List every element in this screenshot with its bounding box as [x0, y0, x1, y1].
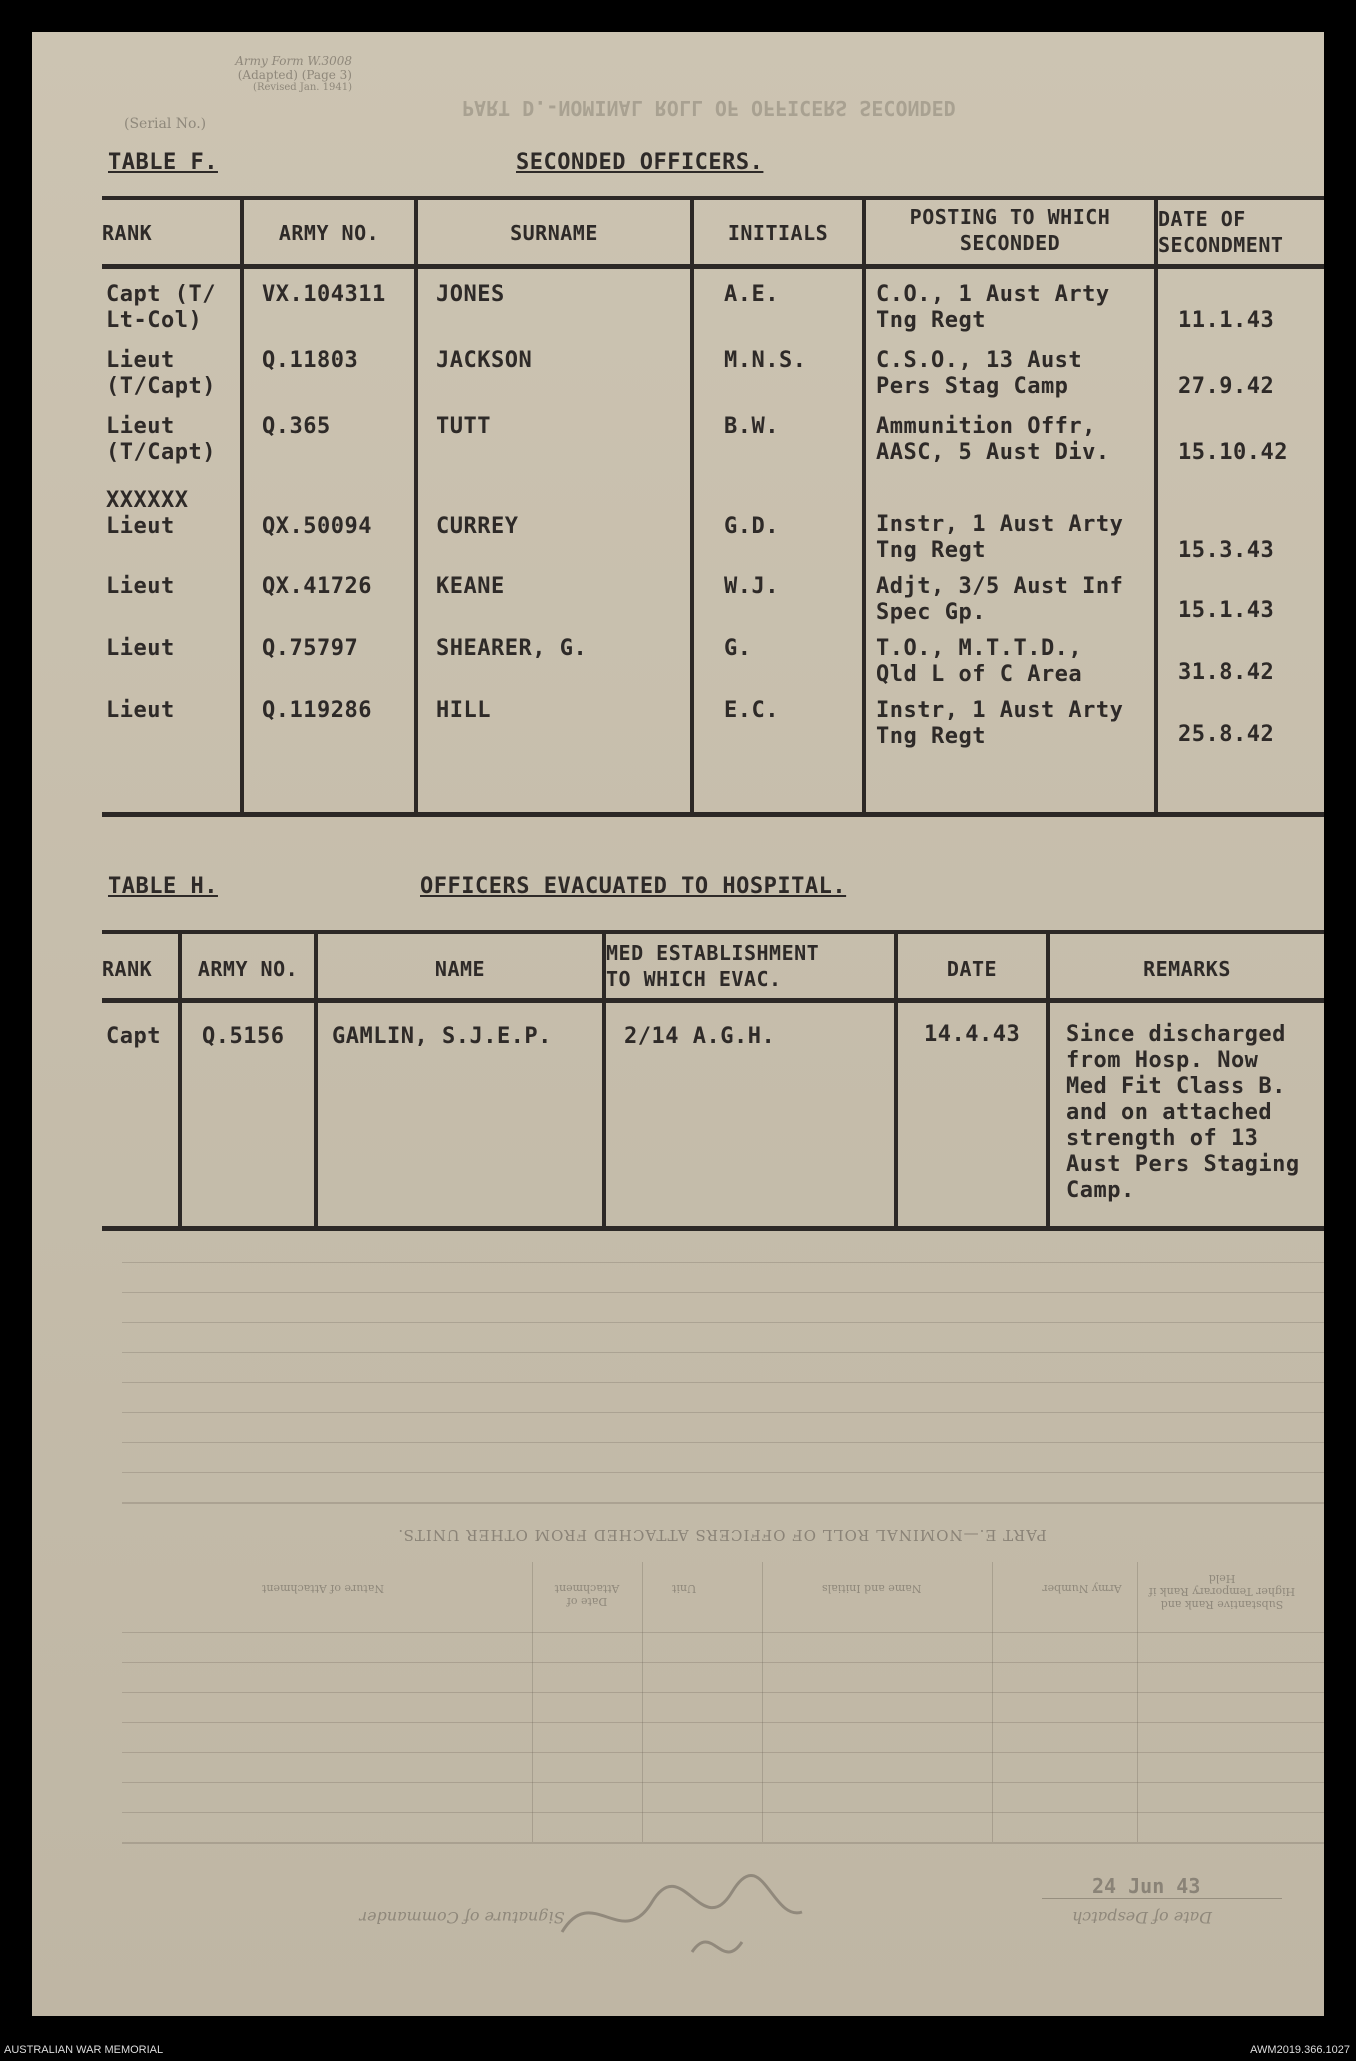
col-rank: Substantive Rank and Higher Temporary Rank if Held: [1148, 1572, 1296, 1611]
cell-med-establishment: 2/14 A.G.H.: [624, 1024, 776, 1049]
cell-posting: Ammunition Offr, AASC, 5 Aust Div.: [876, 414, 1110, 465]
cell-army-no: Q.119286: [262, 698, 372, 723]
cell-surname: CURREY: [436, 514, 519, 539]
despatch-date: 24 Jun 43: [1092, 1874, 1201, 1898]
header-initials: INITIALS: [727, 221, 829, 245]
cell-army-no: Q.365: [262, 414, 331, 439]
cell-posting: T.O., M.T.T.D., Qld L of C Area: [876, 636, 1083, 687]
cell-surname: SHEARER, G.: [436, 636, 588, 661]
col-name: Name and Initials: [822, 1582, 922, 1595]
cell-remarks: Since discharged from Hosp. Now Med Fit Class B. and on attached strength of 13 Aust Pers Staging Camp.: [1066, 1022, 1300, 1203]
header-date-of-secondment: DATE OF SECONDMENT: [1158, 207, 1284, 257]
cell-surname: TUTT: [436, 414, 491, 439]
cell-surname: HILL: [436, 698, 491, 723]
col-unit: Unit: [672, 1582, 697, 1595]
table-f-title: SECONDED OFFICERS.: [516, 150, 764, 175]
header-army-no: ARMY NO.: [197, 957, 299, 981]
col-nature: Nature of Attachment: [262, 1582, 384, 1595]
cell-date: 15.10.42: [1178, 440, 1288, 465]
document-page: [32, 32, 1324, 2016]
header-med-establishment: MED ESTABLISHMENT TO WHICH EVAC.: [606, 941, 820, 991]
cell-initials: A.E.: [724, 282, 779, 307]
table-f-label: TABLE F.: [108, 150, 218, 175]
serial-number-label: (Serial No.): [124, 116, 207, 132]
cell-posting: Instr, 1 Aust Arty Tng Regt: [876, 512, 1124, 563]
col-army-number: Army Number: [1042, 1582, 1122, 1595]
cell-posting: Instr, 1 Aust Arty Tng Regt: [876, 698, 1124, 749]
cell-name: GAMLIN, S.J.E.P.: [332, 1024, 552, 1049]
header-posting: POSTING TO WHICH SECONDED: [909, 205, 1111, 255]
cell-rank: Lieut: [106, 698, 175, 723]
cell-date: 31.8.42: [1178, 660, 1275, 685]
bleed-through-text: PART D.-NOMINAL ROLL OF OFFICERS SECONDED: [462, 96, 956, 120]
cell-surname: KEANE: [436, 574, 505, 599]
cell-army-no: QX.50094: [262, 514, 372, 539]
cell-date: 11.1.43: [1178, 308, 1275, 333]
cell-date: 15.1.43: [1178, 598, 1275, 623]
form-revised: (Revised Jan. 1941): [253, 82, 352, 93]
signature-label: Signature of Commander: [359, 1908, 565, 1927]
table-h-label: TABLE H.: [108, 874, 218, 899]
footer-right: AWM2019.366.1027: [1250, 2044, 1350, 2056]
col-date: Date of Attachment: [554, 1582, 620, 1608]
cell-initials: B.W.: [724, 414, 779, 439]
cell-rank: XXXXXX Lieut: [106, 488, 189, 539]
cell-rank: Capt: [106, 1024, 161, 1049]
cell-initials: E.C.: [724, 698, 779, 723]
cell-army-no: Q.5156: [202, 1024, 285, 1049]
cell-rank: Lieut: [106, 574, 175, 599]
cell-posting: C.O., 1 Aust Arty Tng Regt: [876, 282, 1110, 333]
cell-posting: C.S.O., 13 Aust Pers Stag Camp: [876, 348, 1083, 399]
cell-surname: JONES: [436, 282, 505, 307]
cell-rank: Lieut (T/Capt): [106, 414, 216, 465]
cell-rank: Lieut: [106, 636, 175, 661]
cell-initials: W.J.: [724, 574, 779, 599]
commander-signature: [542, 1862, 842, 1982]
date-of-despatch-label: Date of Despatch: [1072, 1908, 1212, 1927]
header-rank: RANK: [102, 957, 153, 981]
cell-surname: JACKSON: [436, 348, 533, 373]
header-army-no: ARMY NO.: [278, 221, 380, 245]
cell-army-no: VX.104311: [262, 282, 386, 307]
form-number: Army Form W.3008: [235, 54, 352, 68]
header-rank: RANK: [102, 221, 153, 245]
cell-initials: G.: [724, 636, 752, 661]
part-e-title: PART E.—NOMINAL ROLL OF OFFICERS ATTACHED FROM OTHER UNITS.: [397, 1526, 1047, 1544]
table-h-title: OFFICERS EVACUATED TO HOSPITAL.: [420, 874, 847, 899]
cell-date: 14.4.43: [924, 1022, 1021, 1047]
form-adapted: (Adapted) (Page 3): [237, 68, 352, 82]
cell-initials: G.D.: [724, 514, 779, 539]
header-date: DATE: [946, 957, 998, 981]
header-remarks: REMARKS: [1143, 957, 1231, 981]
cell-date: 25.8.42: [1178, 722, 1275, 747]
cell-army-no: Q.11803: [262, 348, 359, 373]
cell-army-no: Q.75797: [262, 636, 359, 661]
header-name: NAME: [434, 957, 486, 981]
cell-army-no: QX.41726: [262, 574, 372, 599]
footer-left: AUSTRALIAN WAR MEMORIAL: [4, 2044, 164, 2056]
form-header: [132, 54, 352, 93]
cell-date: 27.9.42: [1178, 374, 1275, 399]
header-surname: SURNAME: [510, 221, 598, 245]
cell-rank: Lieut (T/Capt): [106, 348, 216, 399]
cell-rank: Capt (T/ Lt-Col): [106, 282, 216, 333]
cell-date: 15.3.43: [1178, 538, 1275, 563]
cell-initials: M.N.S.: [724, 348, 807, 373]
cell-posting: Adjt, 3/5 Aust Inf Spec Gp.: [876, 574, 1124, 625]
